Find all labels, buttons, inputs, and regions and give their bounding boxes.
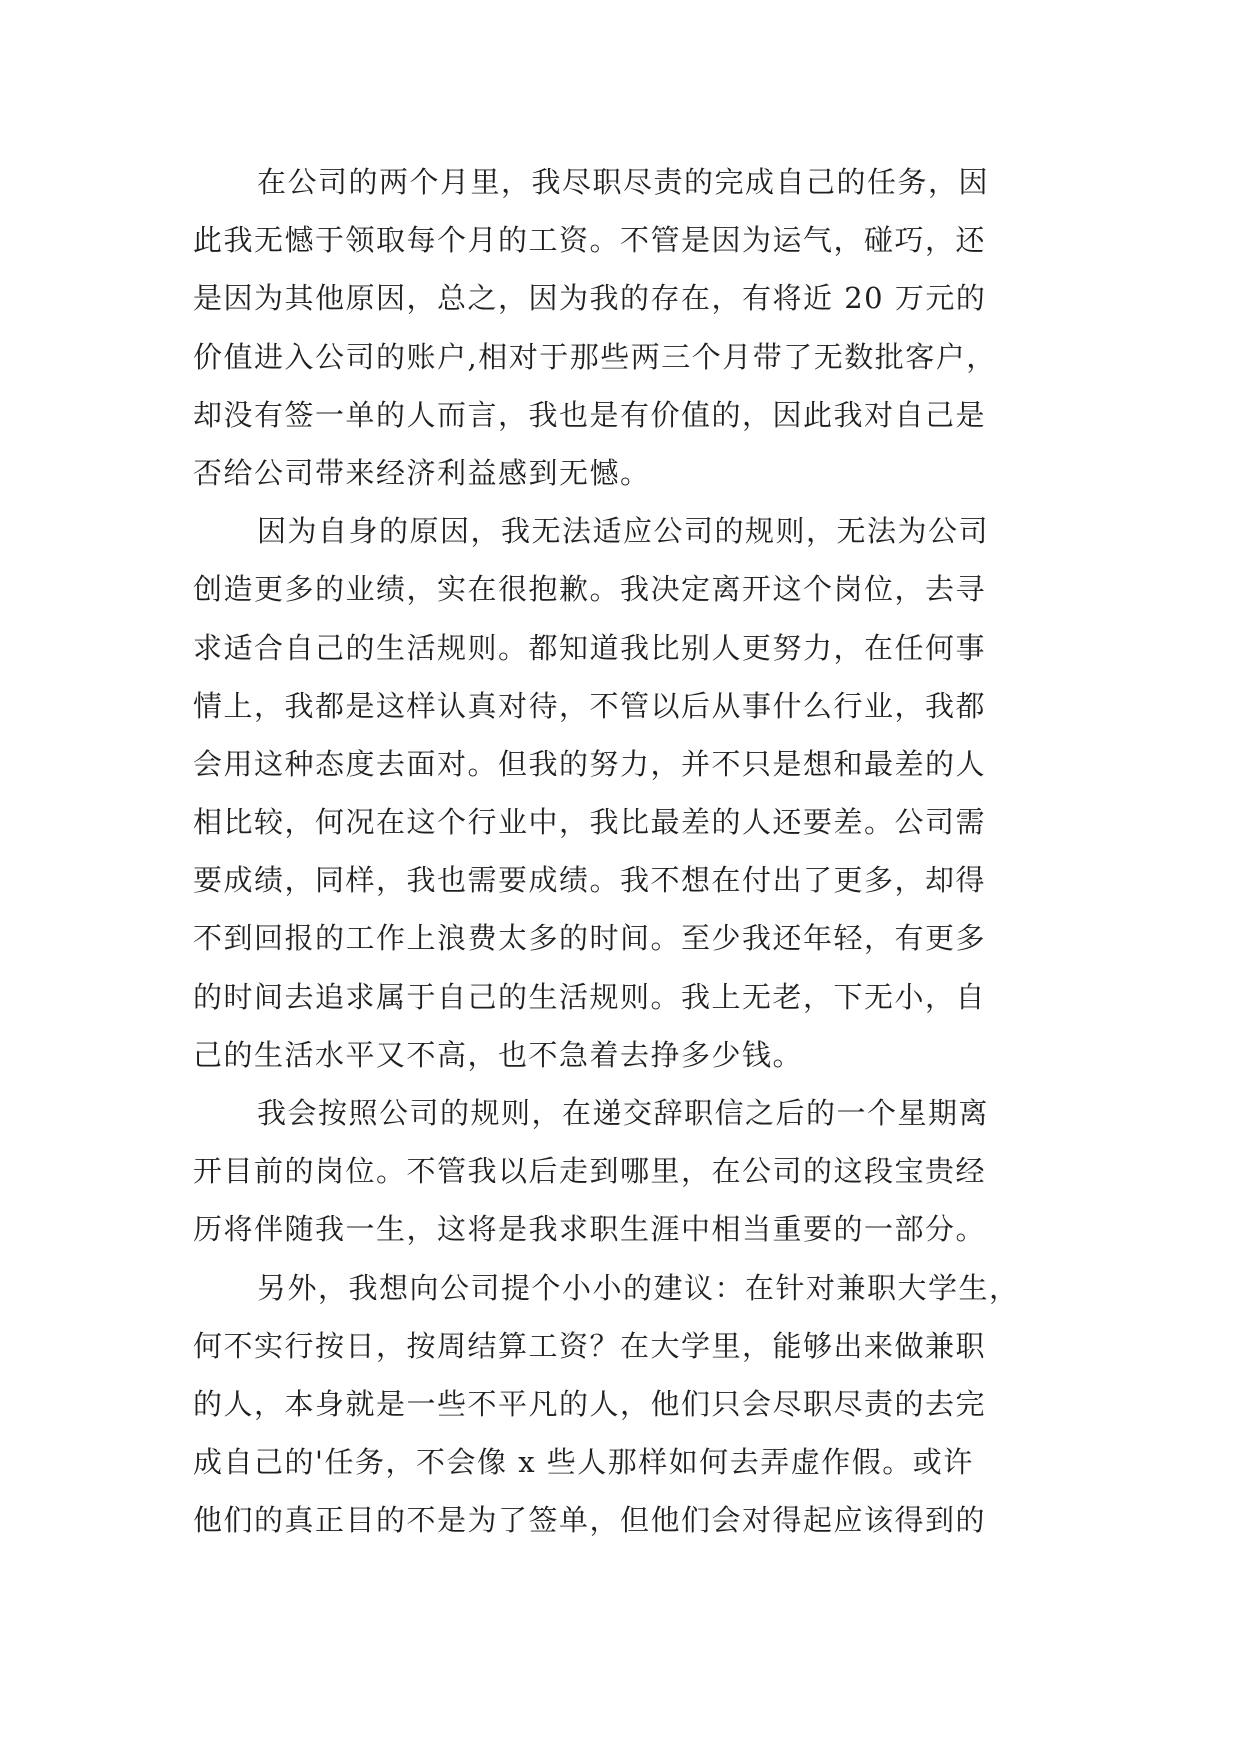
- paragraph-1-line-2: 此我无憾于领取每个月的工资。不管是因为运气，碰巧，还: [193, 223, 987, 258]
- paragraph-3-line-3: 历将伴随我一生，这将是我求职生涯中相当重要的一部分。: [193, 1212, 987, 1247]
- paragraph-2-line-6: 相比较，何况在这个行业中，我比最差的人还要差。公司需: [193, 805, 987, 840]
- paragraph-3-line-2: 开目前的岗位。不管我以后走到哪里，在公司的这段宝贵经: [193, 1154, 987, 1189]
- paragraph-1-line-1: 在公司的两个月里，我尽职尽责的完成自己的任务，因: [257, 165, 990, 199]
- paragraph-1-line-4: 价值进入公司的账户,相对于那些两三个月带了无数批客户，: [193, 339, 997, 374]
- body-text: [193, 162, 1073, 1559]
- paragraph-4-line-5: 他们的真正目的不是为了签单，但他们会对得起应该得到的: [193, 1503, 987, 1538]
- paragraph-1-line-5: 却没有签一单的人而言，我也是有价值的，因此我对自己是: [193, 397, 987, 432]
- paragraph-2-line-8: 不到回报的工作上浪费太多的时间。至少我还年轻，有更多: [193, 921, 987, 956]
- paragraph-4-line-1: 另外，我想向公司提个小小的建议：在针对兼职大学生，: [257, 1270, 1020, 1305]
- paragraph-2-line-2: 创造更多的业绩，实在很抱歉。我决定离开这个岗位，去寻: [193, 572, 987, 607]
- paragraph-2-line-3: 求适合自己的生活规则。都知道我比别人更努力，在任何事: [193, 630, 987, 665]
- paragraph-2-line-7: 要成绩，同样，我也需要成绩。我不想在付出了更多，却得: [193, 863, 987, 898]
- paragraph-4-line-3: 的人，本身就是一些不平凡的人，他们只会尽职尽责的去完: [193, 1386, 987, 1421]
- paragraph-3-line-1: 我会按照公司的规则，在递交辞职信之后的一个星期离: [257, 1096, 990, 1130]
- paragraph-4-line-4: 成自己的'任务，不会像 x 些人那样如何去弄虚作假。或许: [193, 1445, 974, 1480]
- paragraph-1-line-6: 否给公司带来经济利益感到无憾。: [193, 455, 651, 490]
- paragraph-2-line-9: 的时间去追求属于自己的生活规则。我上无老，下无小，自: [193, 979, 987, 1014]
- paragraph-2-line-5: 会用这种态度去面对。但我的努力，并不只是想和最差的人: [193, 746, 987, 781]
- paragraph-4-line-2: 何不实行按日，按周结算工资？在大学里，能够出来做兼职: [193, 1328, 987, 1363]
- paragraph-2-line-1: 因为自身的原因，我无法适应公司的规则，无法为公司: [257, 514, 990, 549]
- paragraph-2-line-4: 情上，我都是这样认真对待，不管以后从事什么行业，我都: [193, 688, 987, 723]
- paragraph-1-line-3: 是因为其他原因，总之，因为我的存在，有将近 20 万元的: [193, 281, 987, 316]
- paragraph-2-line-10: 己的生活水平又不高，也不急着去挣多少钱。: [193, 1037, 804, 1072]
